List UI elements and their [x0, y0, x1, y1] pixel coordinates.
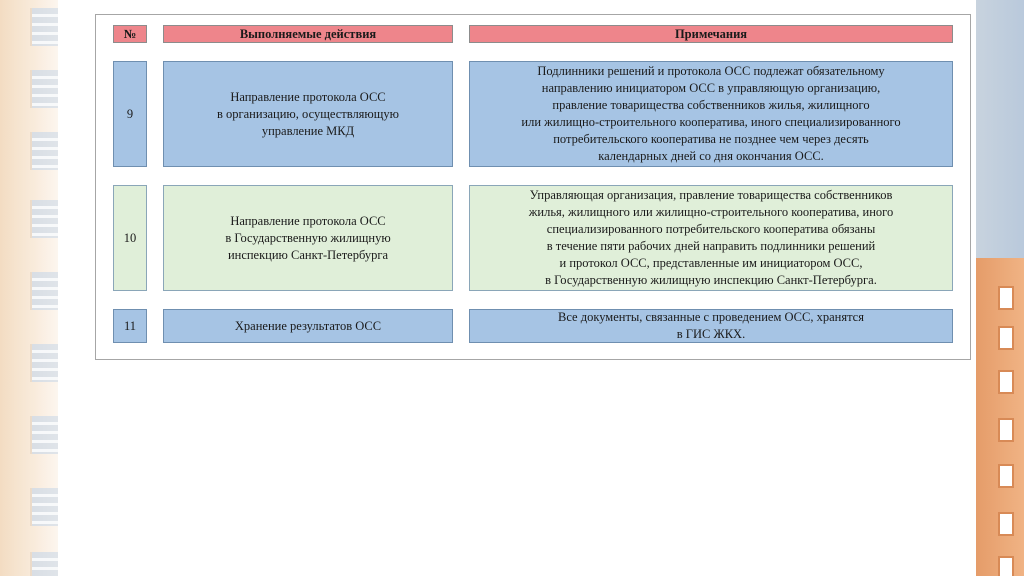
background-sky: [976, 0, 1024, 258]
background-fade: [0, 0, 58, 576]
header-actions: Выполняемые действия: [163, 25, 453, 43]
row-10-action: Направление протокола ОСС в Государственную жилищную инспекцию Санкт-Петербурга: [163, 185, 453, 291]
row-9-action: Направление протокола ОСС в организацию, осуществляющую управление МКД: [163, 61, 453, 167]
building-window: [998, 418, 1014, 442]
procedure-table: [95, 14, 971, 360]
header-number: №: [113, 25, 147, 43]
row-11-action: Хранение результатов ОСС: [163, 309, 453, 343]
row-11-number: 11: [113, 309, 147, 343]
row-11-note: Все документы, связанные с проведением ОСС, хранятся в ГИС ЖКХ.: [469, 309, 953, 343]
header-notes: Примечания: [469, 25, 953, 43]
building-tower: [976, 258, 1024, 576]
building-window: [998, 512, 1014, 536]
building-window: [998, 556, 1014, 576]
building-window: [998, 370, 1014, 394]
row-10-number: 10: [113, 185, 147, 291]
row-10-note: Управляющая организация, правление товарищества собственников жилья, жилищного или жилищно-строительного кооператива, иного специализированного потребительского кооператива обязаны в течение пяти рабочих дней направить подлинники решений и протокол ОСС, представленные им инициатором ОСС, в Государственную жилищную инспекцию Санкт-Петербурга.: [469, 185, 953, 291]
building-window: [998, 464, 1014, 488]
building-window: [998, 326, 1014, 350]
background-building-left: [0, 0, 58, 576]
building-window: [998, 286, 1014, 310]
background-building-right: [976, 0, 1024, 576]
row-9-number: 9: [113, 61, 147, 167]
row-9-note: Подлинники решений и протокола ОСС подлежат обязательному направлению инициатором ОСС в управляющую организацию, правление товарищества собственников жилья, жилищного или жилищно-строительного кооператива, иного специализированного потребительского кооператива не позднее чем через десять календарных дней со дня окончания ОСС.: [469, 61, 953, 167]
